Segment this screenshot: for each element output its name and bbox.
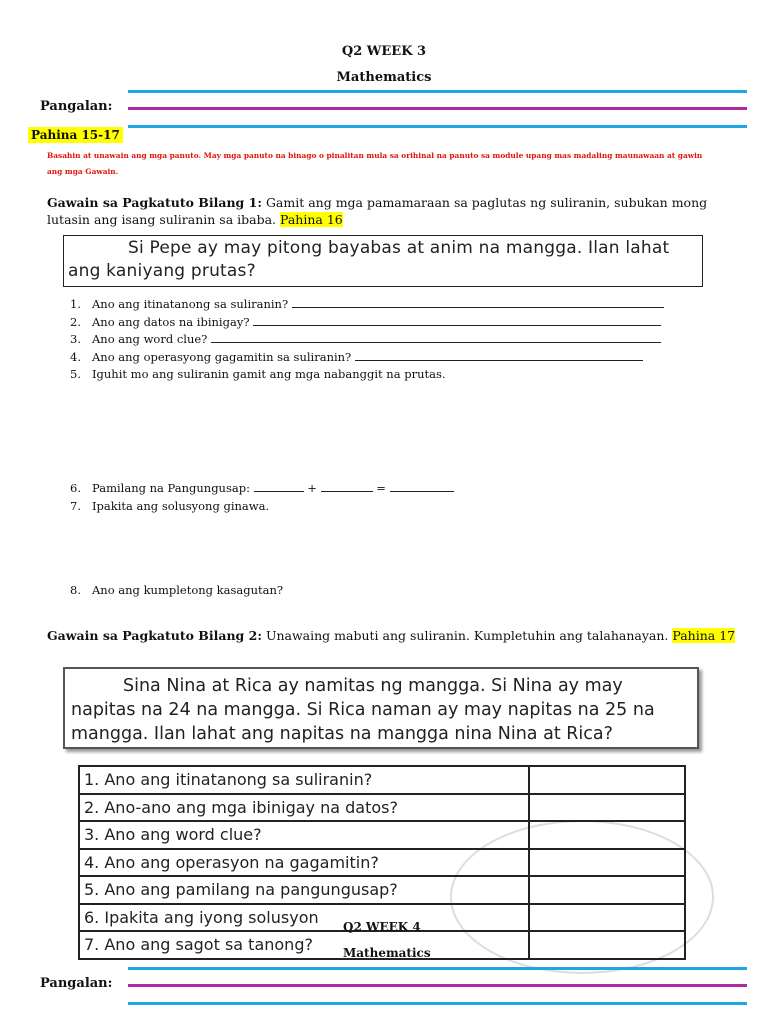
question-text: Ano ang word clue? — [92, 332, 208, 346]
answer-cell[interactable] — [529, 794, 685, 822]
activity2-problem — [63, 667, 699, 749]
question-4 — [70, 349, 710, 367]
question-number: 7. — [70, 498, 81, 513]
question-text: Pamilang na Pangungusap: — [92, 481, 250, 495]
question-5 — [70, 366, 710, 384]
table-question: 5. Ano ang pamilang na pangungusap? — [79, 876, 529, 904]
question-8 — [70, 582, 710, 600]
question-6 — [70, 480, 710, 515]
name-magenta-rule — [128, 107, 747, 110]
question-text: Ano ang operasyong gagamitin sa suliranin? — [92, 349, 352, 364]
answer-cell[interactable] — [529, 904, 685, 932]
question-text: Iguhit mo ang suliranin gamit ang mga nabanggit na prutas. — [92, 367, 446, 381]
overlay-subject-title: Mathematics — [343, 946, 431, 960]
answer-blank[interactable] — [253, 314, 661, 326]
question-number: 5. — [70, 367, 81, 381]
activity2-title: Gawain sa Pagkatuto Bilang 2: — [47, 628, 262, 643]
overlay-week-title: Q2 WEEK 4 — [343, 920, 421, 934]
answer-cell[interactable] — [529, 849, 685, 877]
footer-magenta-rule — [128, 984, 747, 987]
week-title: Q2 WEEK 3 — [341, 44, 427, 59]
question-number: 6. — [70, 481, 81, 495]
question-1 — [70, 296, 710, 314]
answer-cell[interactable] — [529, 876, 685, 904]
question-number: 2. — [70, 314, 81, 329]
top-blue-rule — [128, 90, 747, 93]
question-text: Ano ang kumpletong kasagutan? — [92, 583, 284, 597]
activity1-questions — [70, 296, 710, 384]
activity2-page: Pahina 17 — [672, 628, 736, 643]
problem-line-3: mangga. Ilan lahat ang napitas na mangga nina Nina at Rica? — [71, 724, 613, 744]
bottom-blue-rule — [128, 125, 747, 128]
table-row — [79, 821, 685, 849]
answer-cell[interactable] — [529, 931, 685, 959]
footer-name-label: Pangalan: — [40, 976, 113, 991]
footer-blue-rule-2 — [128, 1002, 747, 1005]
table-question: 6. Ipakita ang iyong solusyon — [79, 904, 529, 932]
table-question: 2. Ano-ano ang mga ibinigay na datos? — [79, 794, 529, 822]
table-row — [79, 876, 685, 904]
question-3 — [70, 331, 710, 349]
activity1-heading — [47, 194, 719, 228]
addend-blank-1[interactable] — [254, 480, 304, 492]
answer-blank[interactable] — [355, 349, 643, 361]
equals-sign: = — [376, 481, 386, 495]
answer-cell[interactable] — [529, 766, 685, 794]
name-label: Pangalan: — [40, 99, 113, 114]
answer-cell[interactable] — [529, 821, 685, 849]
table-row — [79, 849, 685, 877]
question-number: 8. — [70, 583, 81, 597]
addend-blank-2[interactable] — [321, 480, 373, 492]
pages-tag: Pahina 15-17 — [28, 127, 123, 143]
subject-title: Mathematics — [336, 70, 432, 85]
table-question: 4. Ano ang operasyon na gagamitin? — [79, 849, 529, 877]
question-7 — [70, 498, 710, 516]
answer-blank[interactable] — [292, 296, 664, 308]
activity2-text: Unawaing mabuti ang suliranin. Kumpletuhin ang talahanayan. — [261, 628, 669, 643]
activity1-text: Gamit ang mga pamamaraan sa paglutas ng suliranin, subukan mong lutasin ang isang suliranin sa ibaba. — [47, 195, 708, 227]
question-number: 4. — [70, 349, 81, 364]
question-text: Ano ang datos na ibinigay? — [92, 314, 250, 329]
table-question: 3. Ano ang word clue? — [79, 821, 529, 849]
activity1-title: Gawain sa Pagkatuto Bilang 1: — [47, 195, 262, 210]
table-question: 1. Ano ang itinatanong sa suliranin? — [79, 766, 529, 794]
table-row — [79, 794, 685, 822]
table-row — [79, 766, 685, 794]
question-number: 3. — [70, 332, 81, 346]
activity1-problem: Si Pepe ay may pitong bayabas at anim na mangga. Ilan lahat ang kaniyang prutas? — [63, 235, 703, 287]
activity2-heading — [47, 627, 747, 644]
question-2 — [70, 314, 710, 332]
sum-blank[interactable] — [390, 480, 454, 492]
activity1-page: Pahina 16 — [280, 212, 343, 227]
table-question: 7. Ano ang sagot sa tanong? — [79, 931, 529, 959]
question-number: 1. — [70, 297, 81, 311]
problem-line-2: napitas na 24 na mangga. Si Rica naman ay may napitas na 25 na — [71, 700, 655, 720]
question-text: Ipakita ang solusyong ginawa. — [92, 498, 270, 513]
answer-blank[interactable] — [211, 331, 661, 343]
problem-line-1: Sina Nina at Rica ay namitas ng mangga. Si Nina ay may — [123, 676, 623, 696]
instructions-note: Basahin at unawain ang mga panuto. May mga panuto na binago o pinalitan mula sa orihinal na panuto sa module upang mas madaling maunawaan at gawin ang mga Gawain. — [47, 151, 703, 176]
footer-blue-rule — [128, 967, 747, 970]
question-text: Ano ang itinatanong sa suliranin? — [92, 297, 289, 311]
plus-sign: + — [307, 481, 317, 495]
